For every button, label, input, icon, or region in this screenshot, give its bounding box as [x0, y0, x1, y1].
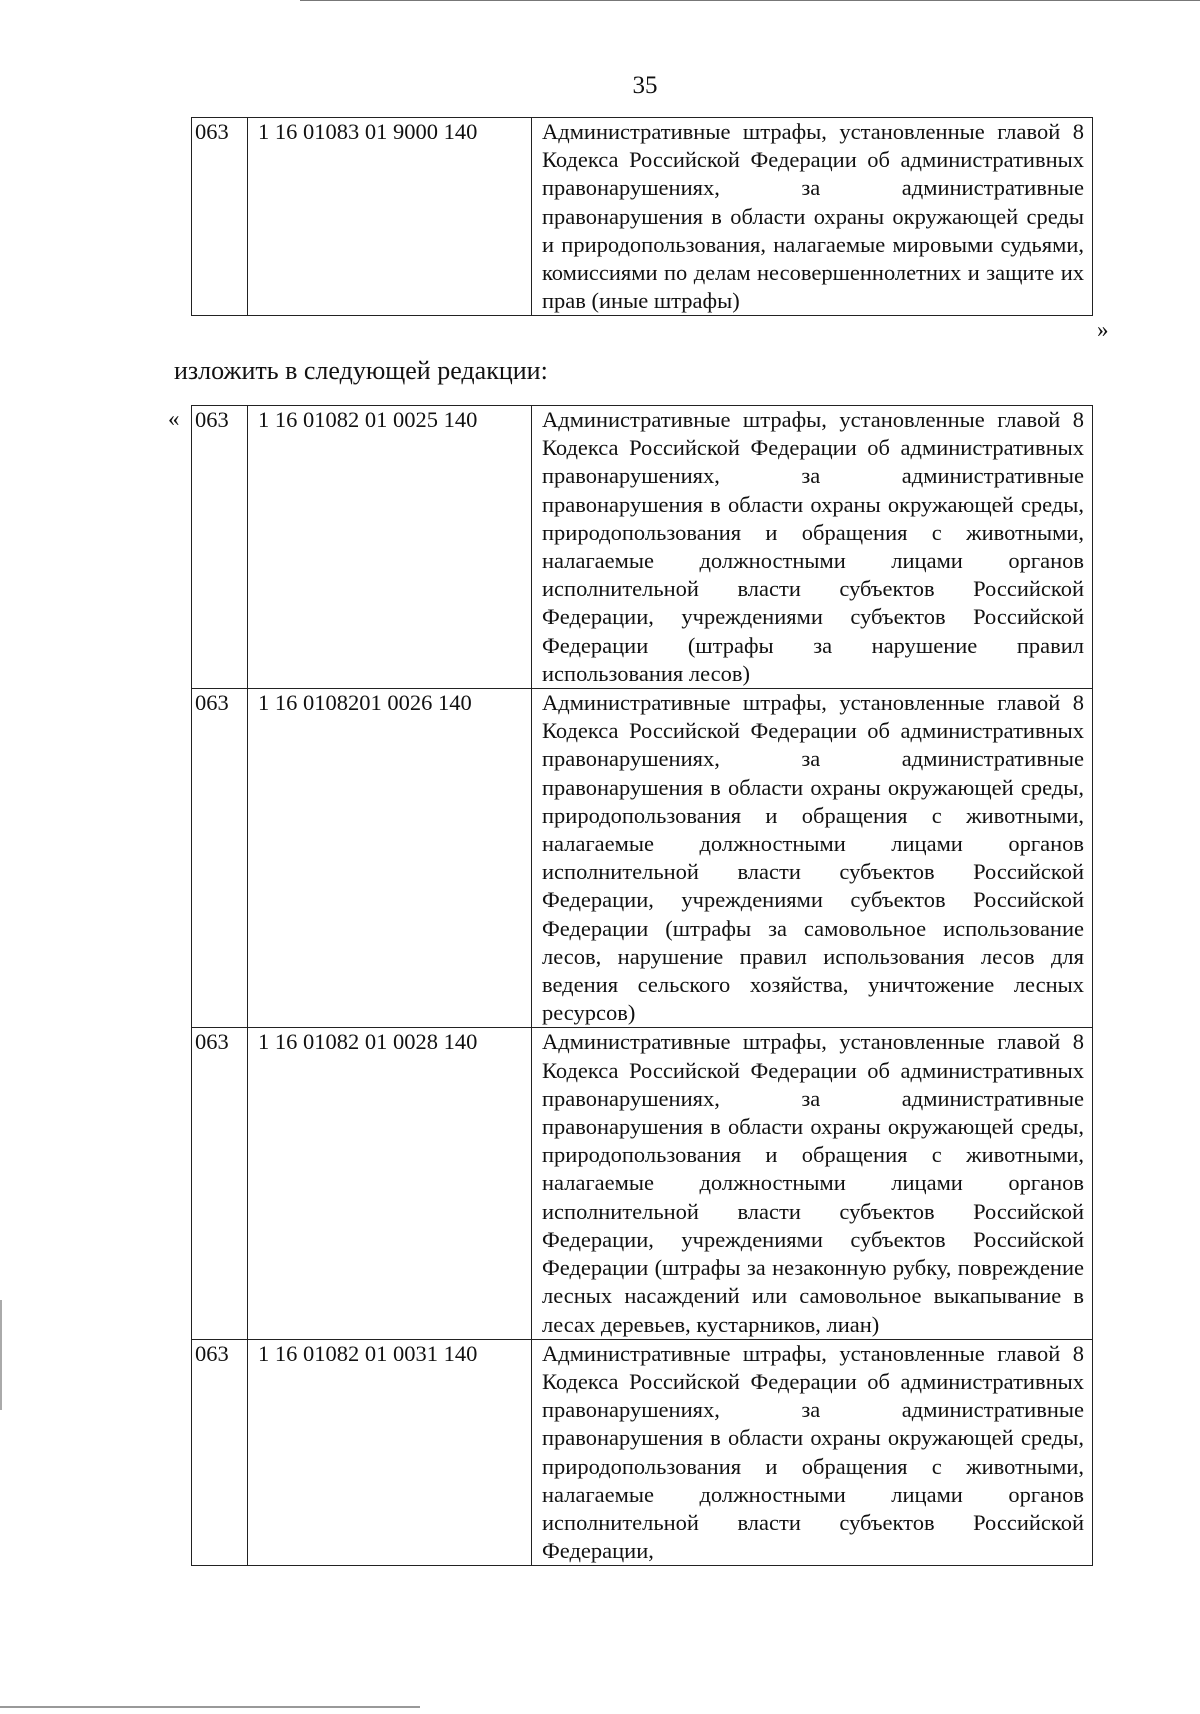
table-row	[192, 118, 1093, 316]
description-cell	[532, 118, 1093, 316]
admin-code-cell: 063	[192, 118, 248, 316]
scan-edge-left	[0, 1300, 2, 1410]
budget-code-cell: 1 16 01082 01 0025 140	[248, 406, 532, 689]
intro-text: изложить в следующей редакции:	[174, 356, 548, 385]
closing-quote: »	[1097, 317, 1109, 342]
scan-edge-top	[300, 0, 1200, 1]
opening-quote: «	[168, 406, 180, 431]
description-cell	[532, 689, 1093, 1028]
admin-code-cell: 063	[192, 1028, 248, 1339]
budget-code-cell: 1 16 01083 01 9000 140	[248, 118, 532, 316]
budget-code-cell: 1 16 0108201 0026 140	[248, 689, 532, 1028]
description-text: Административные штрафы, установленные главой 8 Кодекса Российской Федерации об административных правонарушениях, за административные правонарушения в области охраны окружающей среды и природопользования, налагаемые мировыми судьями, комиссиями по делам несовершеннолетних и защите их прав (иные штрафы)	[542, 119, 1084, 314]
description-cell	[532, 1028, 1093, 1339]
admin-code-cell: 063	[192, 406, 248, 689]
description-text: Административные штрафы, установленные главой 8 Кодекса Российской Федерации об административных правонарушениях, за административные правонарушения в области охраны окружающей среды, природопользования и обращения с животными, налагаемые должностными лицами органов исполнительной власти субъектов Российской Федерации,	[542, 1340, 1084, 1564]
page-number: 35	[632, 72, 658, 99]
scan-edge-bottom	[0, 1706, 420, 1708]
description-text: Административные штрафы, установленные главой 8 Кодекса Российской Федерации об административных правонарушениях, за административные правонарушения в области охраны окружающей среды, природопользования и обращения с животными, налагаемые должностными лицами органов исполнительной власти субъектов Российской Федерации, учреждениями субъектов Российской Федерации (штрафы за самовольное использование лесов, нарушение правил использования лесов для ведения сельского хозяйства, уничтожение лесных ресурсов)	[542, 690, 1084, 1026]
table-row	[192, 1028, 1093, 1339]
table-row	[192, 689, 1093, 1028]
new-code-table	[191, 405, 1093, 1566]
description-cell	[532, 1339, 1093, 1566]
old-code-table	[191, 117, 1093, 316]
description-text: Административные штрафы, установленные главой 8 Кодекса Российской Федерации об административных правонарушениях, за административные правонарушения в области охраны окружающей среды, природопользования и обращения с животными, налагаемые должностными лицами органов исполнительной власти субъектов Российской Федерации, учреждениями субъектов Российской Федерации (штрафы за нарушение правил использования лесов)	[542, 407, 1084, 686]
budget-code-cell: 1 16 01082 01 0031 140	[248, 1339, 532, 1566]
admin-code-cell: 063	[192, 689, 248, 1028]
table-row	[192, 406, 1093, 689]
admin-code-cell: 063	[192, 1339, 248, 1566]
description-cell	[532, 406, 1093, 689]
budget-code-cell: 1 16 01082 01 0028 140	[248, 1028, 532, 1339]
description-text: Административные штрафы, установленные главой 8 Кодекса Российской Федерации об административных правонарушениях, за административные правонарушения в области охраны окружающей среды, природопользования и обращения с животными, налагаемые должностными лицами органов исполнительной власти субъектов Российской Федерации, учреждениями субъектов Российской Федерации (штрафы за незаконную рубку, повреждение лесных насаждений или самовольное выкапывание в лесах деревьев, кустарников, лиан)	[542, 1029, 1084, 1337]
table-row	[192, 1339, 1093, 1566]
